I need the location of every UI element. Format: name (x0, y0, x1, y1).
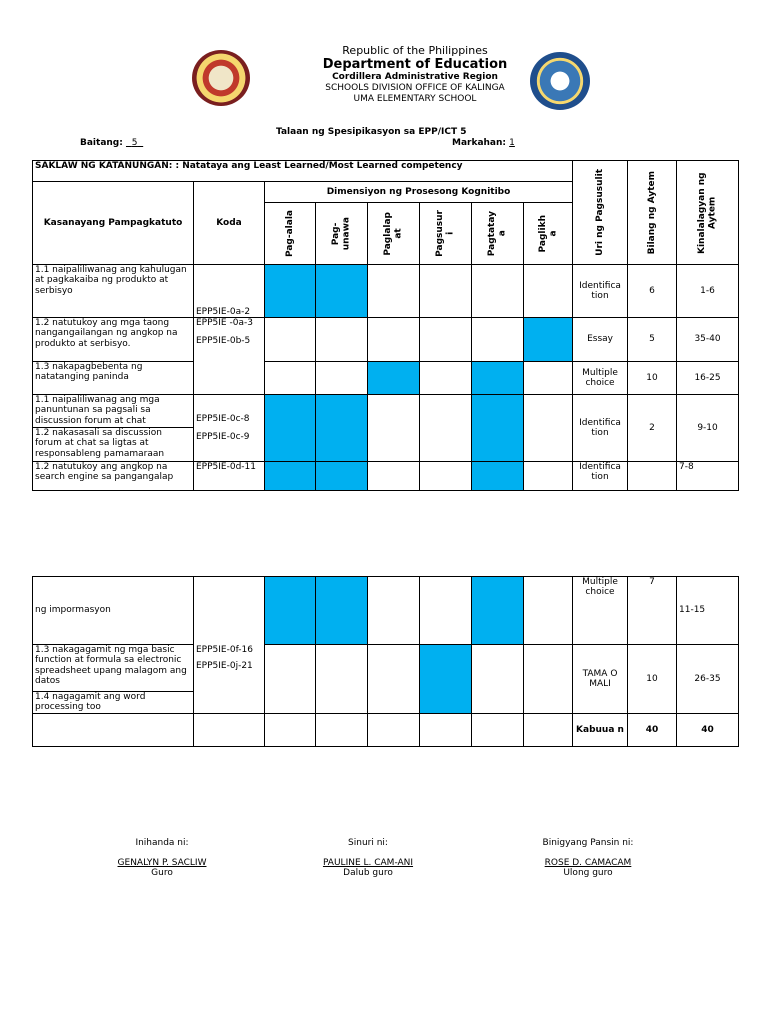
competency-cell: 1.2 natutukoy ang angkop na search engine sa pangangalap (33, 462, 194, 491)
specification-table-1 (32, 160, 739, 491)
koda-header: Koda (194, 182, 265, 265)
empty-cell (420, 395, 472, 462)
koda-cell: EPP5IE-0a-2 (194, 265, 265, 318)
kinalalagyan-cell: 9-10 (677, 395, 739, 462)
kasanayan-header: Kasanayang Pampagkatuto (33, 182, 194, 265)
empty-cell (420, 318, 472, 362)
competency-cell: 1.1 naipaliliwanag ang mga panuntunan sa pagsali sa discussion forum at chat (33, 395, 194, 428)
signature-title: Ulong guro (563, 868, 613, 878)
uri-cell: Identifica tion (573, 462, 628, 491)
empty-cell (472, 265, 524, 318)
bilang-cell (628, 462, 677, 491)
competency-cell: ng impormasyon (33, 577, 194, 645)
empty-cell (524, 645, 573, 714)
competency-cell: 1.2 nakasasali sa discussion forum at chat sa ligtas at responsableng pamamaraan (33, 428, 194, 462)
mark-cell (472, 362, 524, 395)
dim-header: Pag-alala (265, 203, 316, 265)
mark-cell (265, 577, 316, 645)
markahan-row (452, 138, 515, 148)
baitang-label: Baitang: (80, 138, 123, 148)
mark-cell (420, 645, 472, 714)
competency-cell: 1.3 nakagagamit ng mga basic function at formula sa electronic spreadsheet upang malagom ang datos (33, 645, 194, 692)
division-seal-logo (192, 50, 250, 106)
dim-header: Pag- unawa (316, 203, 368, 265)
uri-cell: Essay (573, 318, 628, 362)
empty-cell (316, 645, 368, 714)
markahan-label: Markahan: (452, 138, 507, 148)
bilang-header: Bilang ng Aytem (628, 161, 677, 265)
empty-cell (524, 362, 573, 395)
empty-cell (265, 645, 316, 714)
dim-header: Paglikh a (524, 203, 573, 265)
empty-cell (524, 462, 573, 491)
empty-cell (368, 645, 420, 714)
mark-cell (316, 395, 368, 462)
header-school: UMA ELEMENTARY SCHOOL (353, 94, 477, 104)
signature-title: Guro (151, 868, 173, 878)
koda-cell: EPP5IE-0d-11 (194, 462, 265, 491)
empty-cell (420, 265, 472, 318)
signature-block-noted (508, 838, 668, 878)
empty-cell (368, 265, 420, 318)
koda-cell: EPP5IE-0c-8 EPP5IE-0c-9 (194, 395, 265, 462)
signature-block-checked (288, 838, 448, 878)
bilang-cell: 10 (628, 362, 677, 395)
header-region: Cordillera Administrative Region (332, 72, 498, 82)
saklaw-header: SAKLAW NG KATANUNGAN: : Natataya ang Least Learned/Most Learned competency (33, 161, 573, 182)
mark-cell (524, 318, 573, 362)
baitang-row (80, 138, 143, 148)
bilang-cell: 6 (628, 265, 677, 318)
kinalalagyan-cell: 26-35 (677, 645, 739, 714)
empty-cell (194, 714, 265, 747)
empty-cell (472, 714, 524, 747)
uri-cell: Multiple choice (573, 577, 628, 645)
uri-cell: Identifica tion (573, 265, 628, 318)
baitang-value: 5 (131, 138, 138, 148)
signature-role: Sinuri ni: (348, 838, 388, 848)
markahan-value: 1 (509, 138, 515, 148)
signature-name: PAULINE L. CAM-ANI (322, 858, 414, 868)
competency-cell: 1.1 naipaliliwanag ang kahulugan at pagkakaiba ng produkto at serbisyo (33, 265, 194, 318)
mark-cell (368, 362, 420, 395)
kinalalagyan-cell: 35-40 (677, 318, 739, 362)
mark-cell (265, 265, 316, 318)
kinalalagyan-cell: 1-6 (677, 265, 739, 318)
empty-cell (472, 318, 524, 362)
empty-cell (316, 362, 368, 395)
uri-cell: Identifica tion (573, 395, 628, 462)
mark-cell (472, 462, 524, 491)
empty-cell (265, 318, 316, 362)
bilang-cell: 5 (628, 318, 677, 362)
bilang-cell: 7 (628, 577, 677, 645)
empty-cell (524, 577, 573, 645)
empty-cell (420, 462, 472, 491)
signature-role: Inihanda ni: (135, 838, 189, 848)
page-title: Talaan ng Spesipikasyon sa EPP/ICT 5 (276, 127, 467, 137)
empty-cell (368, 462, 420, 491)
kabuuan-label: Kabuua n (573, 714, 628, 747)
competency-cell: 1.3 nakapagbebenta ng natatanging paninda (33, 362, 194, 395)
competency-cell: 1.4 nagagamit ang word processing too (33, 692, 194, 714)
empty-cell (420, 577, 472, 645)
empty-cell (368, 577, 420, 645)
header-republic: Republic of the Philippines (342, 44, 488, 57)
mark-cell (265, 462, 316, 491)
mark-cell (265, 395, 316, 462)
mark-cell (472, 395, 524, 462)
empty-cell (524, 265, 573, 318)
bilang-cell: 10 (628, 645, 677, 714)
mark-cell (316, 577, 368, 645)
dim-header: Pagsusur i (420, 203, 472, 265)
header-division: SCHOOLS DIVISION OFFICE OF KALINGA (325, 83, 505, 93)
empty-cell (265, 362, 316, 395)
dim-header: Pagtatay a (472, 203, 524, 265)
empty-cell (316, 714, 368, 747)
kinalalagyan-cell: 7-8 (677, 462, 739, 491)
mark-cell (472, 577, 524, 645)
kinalalagyan-cell: 11-15 (677, 577, 739, 645)
koda-cell: EPP5IE -0a-3 EPP5IE-0b-5 (194, 318, 265, 395)
empty-cell (472, 645, 524, 714)
signature-block-prepared (82, 838, 242, 878)
mark-cell (316, 462, 368, 491)
empty-cell (524, 714, 573, 747)
uri-cell: TAMA O MALI (573, 645, 628, 714)
uri-cell: Multiple choice (573, 362, 628, 395)
empty-cell (368, 714, 420, 747)
kabuuan-bilang: 40 (628, 714, 677, 747)
empty-cell (420, 714, 472, 747)
signature-name: ROSE D. CAMACAM (544, 858, 632, 868)
dim-header: Paglalap at (368, 203, 420, 265)
dimensiyon-header: Dimensiyon ng Prosesong Kognitibo (265, 182, 573, 203)
empty-cell (524, 395, 573, 462)
empty-cell (368, 318, 420, 362)
signature-role: Binigyang Pansin ni: (542, 838, 634, 848)
uri-header: Uri ng Pagsusulit (573, 161, 628, 265)
kinalalagyan-cell: 16-25 (677, 362, 739, 395)
specification-table-2 (32, 576, 739, 747)
header-department: Department of Education (322, 57, 508, 72)
empty-cell (420, 362, 472, 395)
competency-cell: 1.2 natutukoy ang mga taong nangangailangan ng angkop na produkto at serbisyo. (33, 318, 194, 362)
empty-cell (316, 318, 368, 362)
signature-title: Dalub guro (343, 868, 393, 878)
empty-cell (368, 395, 420, 462)
mark-cell (316, 265, 368, 318)
signature-name: GENALYN P. SACLIW (117, 858, 207, 868)
bilang-cell: 2 (628, 395, 677, 462)
koda-cell: EPP5IE-0f-16 EPP5IE-0j-21 (194, 577, 265, 714)
kinalalagyan-header: Kinalalagyan ng Aytem (677, 161, 739, 265)
empty-cell (265, 714, 316, 747)
kabuuan-kinalalagyan: 40 (677, 714, 739, 747)
empty-cell (33, 714, 194, 747)
